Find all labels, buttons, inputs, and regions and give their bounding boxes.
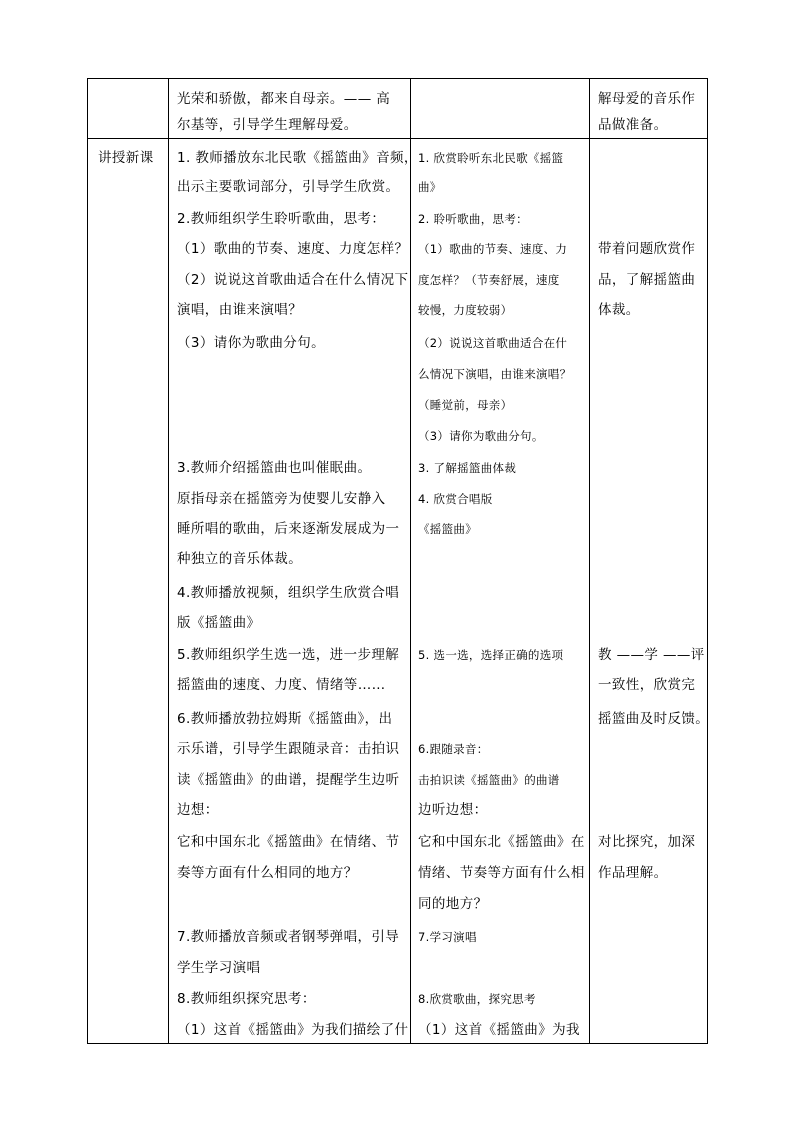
student-line: 3. 了解摇篮曲体裁 (418, 461, 517, 475)
intent-line: 教 ——学 ——评 (598, 647, 705, 663)
student-line: 么情况下演唱，由谁来演唱？ (418, 367, 572, 381)
intent-line: 品，了解摇篮曲 (598, 272, 696, 288)
teacher-line: 版《摇篮曲》 (177, 615, 261, 631)
teacher-line: （1）这首《摇篮曲》为我们描绘了什 (177, 1022, 409, 1038)
intent-line: 体裁。 (598, 302, 640, 318)
student-line: 同的地方？ (418, 896, 488, 912)
row1-process-line: 光荣和骄傲，都来自母亲。—— 高 (177, 91, 391, 107)
row1-process-line: 尔基等，引导学生理解母爱。 (177, 117, 358, 133)
student-line: 2. 聆听歌曲，思考： (418, 212, 528, 226)
student-line: （1）歌曲的节奏、速度、力 (418, 242, 568, 256)
teacher-line: 6.教师播放勃拉姆斯《摇篮曲》，出 (177, 711, 393, 727)
student-line: 1. 欣赏聆听东北民歌《摇篮 (418, 151, 564, 165)
teacher-line: 2.教师组织学生聆听歌曲，思考： (177, 211, 386, 227)
row-divider (88, 138, 707, 139)
teacher-line: 边想： (177, 802, 219, 818)
column-divider-2 (410, 79, 411, 1043)
stage-label: 讲授新课 (98, 150, 154, 166)
intent-line: 一致性，欣赏完 (598, 677, 696, 693)
teacher-line: 奏等方面有什么相同的地方？ (177, 865, 358, 881)
intent-line: 对比探究，加深 (598, 834, 696, 850)
teacher-line: 8.教师组织探究思考： (177, 991, 316, 1007)
student-line: （2）说说这首歌曲适合在什 (418, 336, 568, 350)
teacher-line: 演唱，由谁来演唱？ (177, 302, 303, 318)
student-line: （1）这首《摇篮曲》为我 (418, 1022, 580, 1038)
teacher-line: 示乐谱，引导学生跟随录音：击拍识 (177, 741, 400, 757)
student-line: 度怎样？（节奏舒展，速度 (418, 273, 560, 287)
teacher-line: 读《摇篮曲》的曲谱，提醒学生边听 (177, 772, 400, 788)
column-divider-3 (589, 79, 590, 1043)
student-line: （睡觉前，母亲） (418, 398, 513, 412)
row1-intent-line: 解母爱的音乐作 (598, 91, 696, 107)
student-line: （3）请你为歌曲分句。 (418, 429, 544, 443)
student-line: 《摇篮曲》 (418, 522, 477, 536)
teacher-line: 睡所唱的歌曲，后来逐渐发展成为一 (177, 521, 400, 537)
teacher-line: 学生学习演唱 (177, 960, 261, 976)
student-line: 5. 选一选，选择正确的选项 (418, 648, 564, 662)
student-line: 6.跟随录音： (418, 742, 489, 756)
student-line: 较慢，力度较弱） (418, 303, 513, 317)
teacher-line: 1. 教师播放东北民歌《摇篮曲》音频， (177, 150, 418, 166)
teacher-line: 出示主要歌词部分，引导学生欣赏。 (177, 179, 400, 195)
student-line: 7.学习演唱 (418, 930, 477, 944)
student-line: 情绪、节奏等方面有什么相 (418, 865, 585, 881)
teacher-line: （1）歌曲的节奏、速度、力度怎样？ (177, 241, 409, 257)
student-line: 它和中国东北《摇篮曲》在 (418, 834, 585, 850)
teacher-line: 3.教师介绍摇篮曲也叫催眠曲。 (177, 460, 372, 476)
student-line: 曲》 (418, 180, 442, 194)
student-line: 边听边想： (418, 802, 488, 818)
student-line: 8.欣赏歌曲，探究思考 (418, 992, 536, 1006)
teacher-line: 4.教师播放视频，组织学生欣赏合唱 (177, 585, 400, 601)
teacher-line: 7.教师播放音频或者钢琴弹唱，引导 (177, 929, 400, 945)
lesson-plan-table (87, 78, 708, 1044)
teacher-line: （3）请你为歌曲分句。 (177, 335, 325, 351)
teacher-line: 摇篮曲的速度、力度、情绪等…… (177, 677, 386, 693)
row1-intent-line: 品做准备。 (598, 117, 668, 133)
teacher-line: 种独立的音乐体裁。 (177, 551, 303, 567)
student-line: 击拍识读《摇篮曲》的曲谱 (418, 773, 560, 787)
intent-line: 带着问题欣赏作 (598, 241, 696, 257)
teacher-line: 它和中国东北《摇篮曲》在情绪、节 (177, 834, 400, 850)
teacher-line: 5.教师组织学生选一选，进一步理解 (177, 647, 400, 663)
teacher-line: 原指母亲在摇篮旁为使婴儿安静入 (177, 491, 386, 507)
column-divider-1 (168, 79, 169, 1043)
intent-line: 摇篮曲及时反馈。 (598, 711, 710, 727)
teacher-line: （2）说说这首歌曲适合在什么情况下 (177, 272, 409, 288)
intent-line: 作品理解。 (598, 865, 668, 881)
student-line: 4. 欣赏合唱版 (418, 492, 493, 506)
